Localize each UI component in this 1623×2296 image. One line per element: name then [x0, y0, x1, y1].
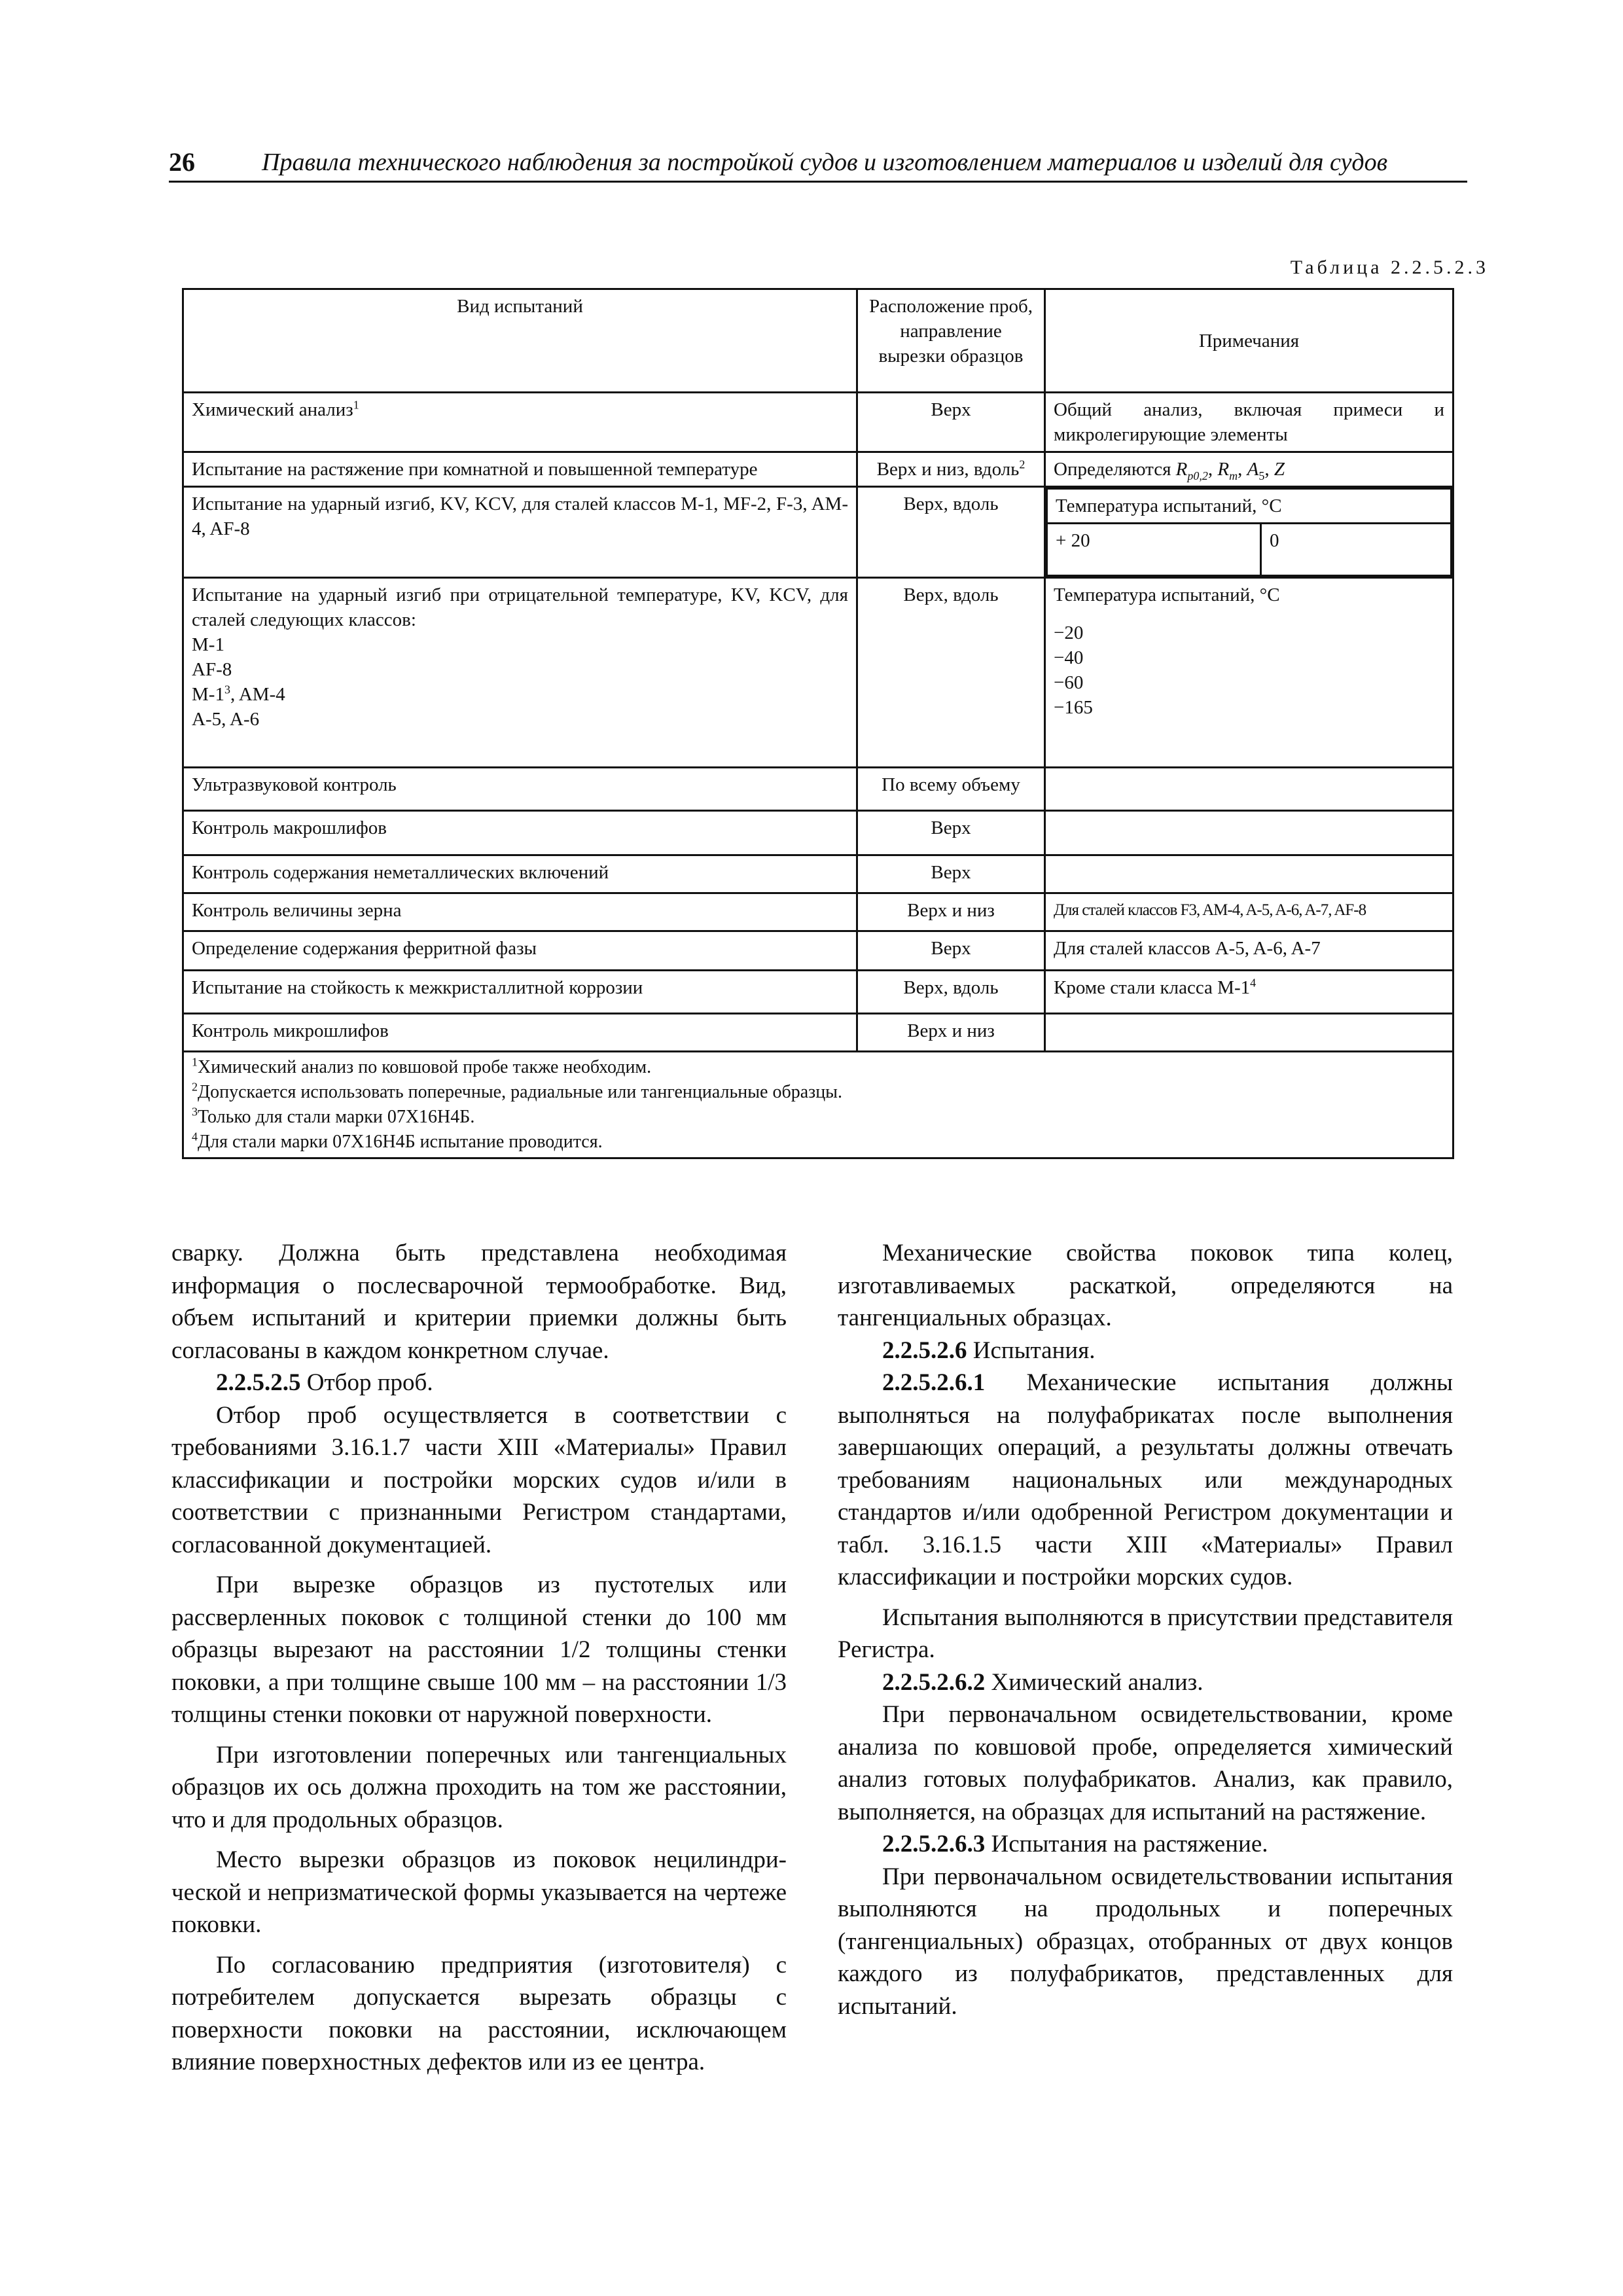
footnote: $^3$Только для стали марки 07Х16Н4Б. — [192, 1105, 475, 1127]
temperature-value: −40 — [1054, 647, 1084, 668]
cell-note: Для сталей классов F3, AM-4, A-5, A-6, A-7, AF-8 — [1045, 893, 1454, 931]
cell-test: Химический анализ$^1$ — [183, 393, 857, 452]
table-row — [183, 393, 1454, 452]
table-row — [183, 1014, 1454, 1052]
cell-location: Верх, вдоль — [857, 578, 1045, 768]
tests-table — [182, 288, 1454, 1159]
cell-test: Испытание на стойкость к межкристаллитной коррозии — [183, 971, 857, 1014]
temperature-value: −60 — [1054, 672, 1084, 693]
page-header — [169, 145, 1467, 181]
cell-test: Контроль величины зерна — [183, 893, 857, 931]
cell-test: Контроль содержания неметаллических включений — [183, 855, 857, 893]
cell-note — [1045, 855, 1454, 893]
header-notes: Примечания — [1045, 289, 1454, 393]
table-row — [183, 768, 1454, 811]
table-row — [183, 931, 1454, 971]
cell-location: По всему объему — [857, 768, 1045, 811]
header-rule — [169, 181, 1467, 183]
cell-location: Верх и низ — [857, 893, 1045, 931]
table-row — [183, 811, 1454, 855]
cell-note: Для сталей классов A-5, A-6, A-7 — [1045, 931, 1454, 971]
cell-test: Ультразвуковой контроль — [183, 768, 857, 811]
paragraph: 2.2.5.2.6.1 Механические испытания должны выполняться на полуфабрикатах после выполнения завершающих операций, а результаты должны отвечать требованиям национальных или международных стандартов и/или одобренной Регистром документации и табл. 3.16.1.5 части XIII «Материалы» Правил классификации и постройки морских судов. — [838, 1369, 1453, 1590]
temperature-value: 0 — [1261, 524, 1452, 576]
footnote: $^4$Для стали марки 07Х16Н4Б испытание проводится. — [192, 1130, 603, 1152]
cell-test: Испытание на ударный изгиб при отрицательной температуре, KV, KCV, для сталей следующих классов: M-1 AF-8 $M-1^3$, AM-4 A-5, A-6 — [183, 578, 857, 768]
cell-note: Общий анализ, включая примеси и микролегирующие элементы — [1045, 393, 1454, 452]
section-heading: 2.2.5.2.5 Отбор проб. — [216, 1369, 433, 1396]
paragraph: При вырезке образцов из пустотелых или рассверленных поковок с толщиной стенки до 100 мм образцы вырезают на расстоянии 1/2 толщины стенки поковки, а при толщине свыше 100 мм – на расстоянии 1/3 толщины стенки поковки от наружной поверхности. — [171, 1571, 787, 1728]
cell-note: Кроме стали класса $М-1^4$ — [1045, 971, 1454, 1014]
right-column — [838, 1237, 1453, 2022]
cell-test: Испытание на ударный изгиб, KV, KCV, для сталей классов М-1, MF-2, F-3, AM-4, AF-8 — [183, 487, 857, 578]
table-caption: Таблица 2.2.5.2.3 — [1290, 257, 1489, 278]
table-footnotes — [183, 1052, 1454, 1158]
temperature-value: −20 — [1054, 622, 1084, 643]
table-row — [183, 578, 1454, 768]
cell-location: Верх, вдоль — [857, 487, 1045, 578]
table-row — [183, 452, 1454, 487]
table-row — [183, 855, 1454, 893]
temperature-value: + 20 — [1047, 524, 1261, 576]
cell-location: Верх и низ — [857, 1014, 1045, 1052]
footnotes-cell — [183, 1052, 1454, 1158]
temperature-label: Температура испытаний, °С — [1047, 489, 1452, 524]
header-test-type: Вид испытаний — [183, 289, 857, 393]
footnote: $^1$Химический анализ по ковшовой пробе также необходим. — [192, 1055, 652, 1077]
cell-test: Определение содержания ферритной фазы — [183, 931, 857, 971]
temperature-subtable — [1046, 488, 1452, 577]
paragraph: Испытания выполняются в присутствии представителя Регистра. — [838, 1604, 1453, 1663]
paragraph: Место вырезки образцов из поковок нецилиндрической и непризматической формы указывается на чертеже поковки. — [171, 1846, 787, 1938]
footnote: $^2$Допускается использовать поперечные, радиальные или тангенциальные образцы. — [192, 1080, 842, 1102]
cell-location: Верх, вдоль — [857, 971, 1045, 1014]
section-heading: 2.2.5.2.6.3 Испытания на растяжение. — [882, 1831, 1268, 1857]
cell-note — [1045, 768, 1454, 811]
page-number: 26 — [169, 147, 195, 177]
running-title: Правила технического наблюдения за постройкой судов и изготовлением материалов и изделий для судов — [262, 149, 1388, 176]
cell-note: Определяются $R_{p0,2}$, $R_m$, $A_5$, Z — [1045, 452, 1454, 487]
cell-note — [1045, 487, 1454, 578]
cell-test: Испытание на растяжение при комнатной и повышенной температуре — [183, 452, 857, 487]
paragraph: При первоначальном освидетельствовании испытания выполняются на продольных и поперечных (тангенциальных) образцах, отобранных от двух концов каждого из полуфабрикатов, представленных для испытаний. — [838, 1863, 1453, 2020]
cell-note — [1045, 1014, 1454, 1052]
cell-location: Верх и низ, вдоль$^2$ — [857, 452, 1045, 487]
temperature-value: −165 — [1054, 697, 1093, 718]
cell-location: Верх — [857, 855, 1045, 893]
paragraph: По согласованию предприятия (изготовителя) с потребителем допускается вырезать образцы с поверхности поковки на расстоянии, исключающем влияние поверхностных дефектов или из ее центра. — [171, 1951, 787, 2075]
cell-location: Верх — [857, 931, 1045, 971]
header-location: Расположение проб, направление вырезки образцов — [857, 289, 1045, 393]
cell-note: Температура испытаний, °С −20 −40 −60 −165 — [1045, 578, 1454, 768]
table-row — [183, 487, 1454, 578]
paragraph: Отбор проб осуществляется в соответствии с требованиями 3.16.1.7 части XIII «Материалы» Правил классификации и постройки морских судов и/или в соответствии с признанными Регистром стандартами, согласованной документацией. — [171, 1401, 787, 1558]
paragraph: При первоначальном освидетельствовании, кроме анализа по ковшовой пробе, определяется химический анализ готовых полуфабрикатов. Анализ, как правило, выполняется, на образцах для испытаний на растяжение. — [838, 1701, 1453, 1825]
paragraph: сварку. Должна быть представлена необходимая информация о послесварочной термообработке. Вид, объем испытаний и критерии приемки должны быть согласованы в каждом конкретном случае. — [171, 1240, 787, 1364]
paragraph: Механические свойства поковок типа колец, изготавливаемых раскаткой, определяются на тангенциальных образцах. — [838, 1240, 1453, 1331]
cell-note — [1045, 811, 1454, 855]
cell-test: Контроль макрошлифов — [183, 811, 857, 855]
section-heading: 2.2.5.2.6 Испытания. — [882, 1336, 1096, 1364]
table-header-row — [183, 289, 1454, 393]
paragraph: При изготовлении поперечных или тангенциальных образцов их ось должна проходить на том же расстоянии, что и для продольных образцов. — [171, 1741, 787, 1833]
cell-test: Контроль микрошлифов — [183, 1014, 857, 1052]
cell-location: Верх — [857, 393, 1045, 452]
cell-location: Верх — [857, 811, 1045, 855]
table-row — [183, 893, 1454, 931]
section-heading: 2.2.5.2.6.2 Химический анализ. — [882, 1668, 1204, 1696]
left-column — [171, 1237, 787, 2079]
table-row — [183, 971, 1454, 1014]
